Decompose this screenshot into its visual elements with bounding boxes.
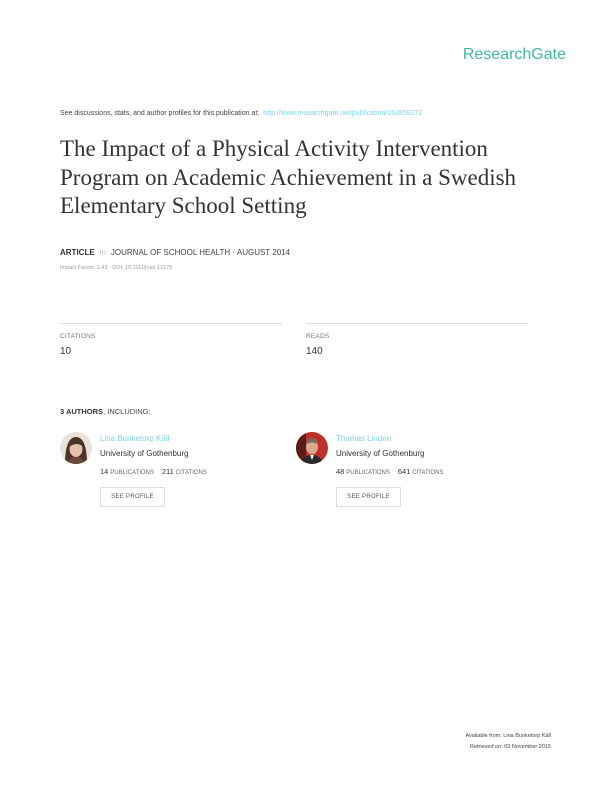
author-citations-count: 211 <box>161 467 174 476</box>
researchgate-logo[interactable]: ResearchGate <box>462 46 566 63</box>
article-type: ARTICLE <box>60 248 95 257</box>
authors-count: 3 AUTHORS <box>60 407 104 416</box>
author-citations-label: CITATIONS <box>412 470 444 476</box>
publications-count: 14 <box>100 467 109 476</box>
publications-label: PUBLICATIONS <box>110 470 154 476</box>
title-line: The Impact of a Physical Activity Intervention <box>60 136 488 161</box>
publication-title <box>60 135 560 221</box>
reads-value: 140 <box>306 346 323 357</box>
avatar-photo <box>296 432 328 464</box>
title-line: Program on Academic Achievement in a Swedish <box>60 164 517 190</box>
discussion-text: See discussions, stats, and author profiles for this publication at: <box>60 110 260 117</box>
author-card <box>296 432 526 512</box>
author-avatar[interactable] <box>296 432 328 464</box>
author-institution: University of Gothenburg <box>100 449 189 458</box>
publications-label: PUBLICATIONS <box>346 470 390 476</box>
author-avatar[interactable] <box>60 432 92 464</box>
author-name[interactable]: Thomas Linden <box>336 434 392 443</box>
journal-name[interactable]: JOURNAL OF SCHOOL HEALTH · AUGUST 2014 <box>110 248 291 257</box>
author-card <box>60 432 290 512</box>
citations-stat <box>60 323 282 357</box>
citations-label: CITATIONS <box>60 333 96 340</box>
avatar-photo <box>60 432 92 464</box>
author-citations-label: CITATIONS <box>175 470 207 476</box>
see-profile-button[interactable]: SEE PROFILE <box>100 487 165 507</box>
available-from: Available from: Lina Bunketorp Käll <box>465 733 551 739</box>
retrieved-on: Retrieved on: 03 November 2015 <box>469 744 551 750</box>
author-citations-count: 641 <box>397 467 411 476</box>
author-counts <box>336 467 449 476</box>
meta-separator: in <box>99 248 106 257</box>
authors-heading <box>60 407 151 416</box>
citations-value: 10 <box>60 346 72 357</box>
impact-doi: Impact Factor: 1.43 · DOI: 10.1111/josh.12179 <box>60 265 173 271</box>
author-counts <box>100 467 213 476</box>
author-name[interactable]: Lina Bunketorp Käll <box>100 434 170 443</box>
publication-link[interactable]: http://www.researchgate.net/publication/263859272 <box>263 110 423 117</box>
footer-note <box>465 731 551 753</box>
publication-meta <box>60 248 290 257</box>
reads-stat <box>306 323 528 357</box>
reads-label: READS <box>306 333 330 340</box>
title-line: Elementary School Setting <box>60 193 307 218</box>
authors-suffix: , INCLUDING: <box>103 407 151 416</box>
discussion-note <box>60 110 422 117</box>
see-profile-button[interactable]: SEE PROFILE <box>336 487 401 507</box>
publications-count: 48 <box>336 467 345 476</box>
author-institution: University of Gothenburg <box>336 449 425 458</box>
